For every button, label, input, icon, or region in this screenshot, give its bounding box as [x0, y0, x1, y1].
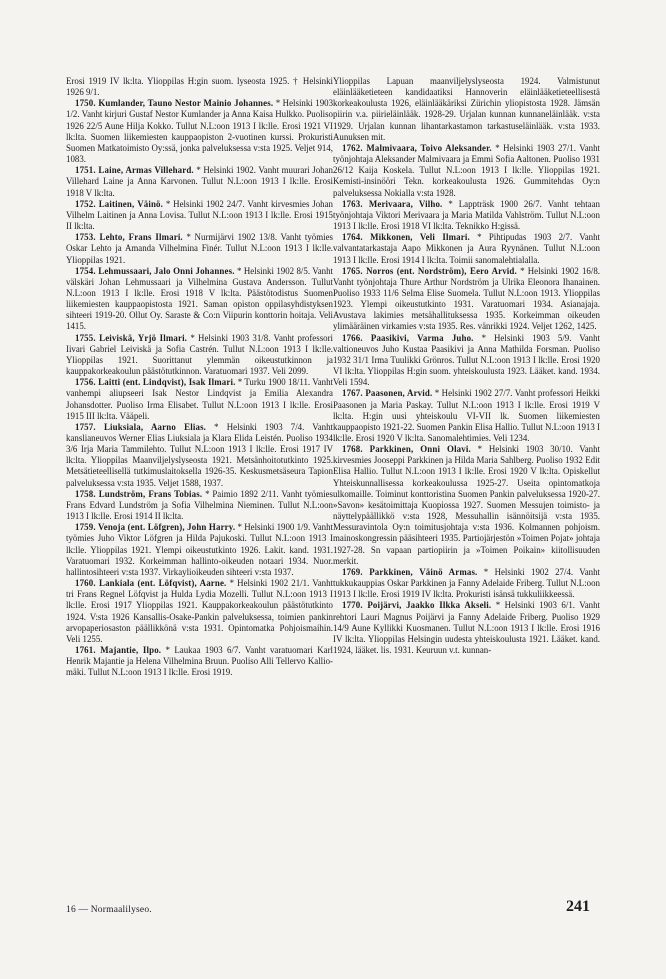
entry-heading: 1752. Laitinen, Väinö.	[75, 198, 164, 209]
entry-heading: 1751. Laine, Armas Villehard.	[75, 165, 194, 176]
biography-entry	[66, 98, 333, 165]
biography-entry	[66, 489, 333, 522]
biography-entry	[66, 76, 333, 98]
biography-entry	[333, 333, 600, 389]
biography-entry	[66, 377, 333, 422]
biography-entry	[66, 333, 333, 378]
entry-text: * Helsinki 1903 5/9. Vanht valtioneuvos Juho Kustaa Paasikivi ja Anna Mathilda Forsman. Puoliso 1932 31/1 Irma Tuulikki Grönros. Tullut N.L:oon 1913 I lk:lle. Erosi 1920 VI lk:lta. Ylioppilas H:gin suom. yhteiskoulusta 1923. Lääket. kand. 1934. Veli 1594.	[333, 332, 600, 388]
entry-heading: 1758. Lundström, Frans Tobias.	[75, 488, 203, 499]
biography-entry	[333, 388, 600, 444]
page-footer-source: 16 — Normaalilyseo.	[66, 905, 152, 915]
entry-text: * Paimio 1892 2/11. Vanht työmies Frans Edvard Lundström ja Sofia Vilhelmina Nieminen. Tullut N.L:oon 1913 I lk:lle. Erosi 1914 II lk:lta.	[66, 488, 333, 522]
entry-heading: 1770. Poijärvi, Jaakko Ilkka Akseli.	[342, 600, 492, 611]
entry-text: * Helsinki 1902 27/7. Vanht professori Heikki Paasonen ja Maria Paskay. Tullut N.L:oon 1913 I lk:lle. Erosi 1919 V lk:lta. H:gin uusi yhteiskoulu VI-VII lk. Suomen liikemiesten kauppaopisto 1921-22. Suomen Pankin Elisa Hallio. Tullut N.L:oon 1913 I lk:lle. Erosi 1920 V lk:lta. Sanomalehtimies. Veli 1234.	[333, 388, 600, 443]
biography-entry	[333, 232, 600, 265]
biography-entry	[333, 143, 600, 199]
entry-heading: 1763. Merivaara, Vilho.	[342, 198, 443, 209]
entry-heading: 1762. Malmivaara, Toivo Aleksander.	[342, 142, 492, 153]
entry-text: * Nurmijärvi 1902 13/8. Vanht työmies Oskar Lehto ja Amanda Vilhelmina Finér. Tullut N.L:oon 1913 I lk:lle. Ylioppilas 1921.	[66, 232, 334, 265]
entry-text: * Helsinki 1902. Vanht muurari Johan Villehard Laine ja Anna Karvonen. Tullut N.L:oon 1913 I lk:lle. Erosi 1918 V lk:lta.	[66, 165, 333, 198]
entry-text: * Helsinki 1903 31/8. Vanht professori Iivari Gabriel Leiviskä ja Sofia Castrén. Tullut N.L:oon 1913 I lk:lle. Ylioppilas 1921. Suorittanut ylemmän oikeustutkinnon ja kauppakorkeakoulun päästötutkinnon. Varatuomari 1937. Veli 2099.	[66, 332, 334, 377]
entry-heading: 1769. Parkkinen, Väinö Armas.	[342, 566, 478, 577]
entry-heading: 1753. Lehto, Frans Ilmari.	[75, 232, 183, 243]
entry-heading: 1765. Norros (ent. Nordström), Eero Arvid.	[342, 265, 517, 276]
biography-entry	[66, 199, 333, 232]
entry-heading: 1756. Laitti (ent. Lindqvist), Isak Ilmari.	[75, 377, 236, 388]
entry-text: * Helsinki 1902 27/4. Vanht tukkukauppias Oskar Parkkinen ja Fanny Adelaide Friberg. Tullut N.L:oon 1913 I lk:lle. Erosi 1919 IV lk:lta. Prokuristi isänsä tukkuliikkeessä.	[333, 566, 600, 600]
biography-entry	[66, 645, 333, 678]
entry-heading: 1761. Majantie, Ilpo.	[75, 644, 162, 655]
biography-entry	[66, 266, 333, 333]
biography-entry	[333, 567, 600, 600]
biography-entry	[333, 600, 600, 656]
entry-heading: 1767. Paasonen, Arvid.	[342, 388, 433, 399]
entry-heading: 1759. Venoja (ent. Löfgren), John Harry.	[75, 522, 236, 533]
biography-entry	[66, 578, 333, 645]
right-column	[333, 76, 600, 656]
entry-heading: 1755. Leiviskä, Yrjö Ilmari.	[75, 332, 188, 343]
biography-entry	[333, 76, 600, 143]
entry-text: * Helsinki 1902 21/1. Vanht tri Frans Regnel Löfqvist ja Hulda Lydia Mozelli. Tullut N.L:oon 1913 I lk:lle. Erosi 1917 Ylioppilas 1921. Kauppakorkeakoulun päästötutkinto 1924. V:sta 1926 Kansallis-Osake-Pankin palveluksessa, toimien pankin arvopaperiosaston päällikkönä v:sta 1931. Opintomatka Pohjoismaihin. Veli 1255.	[66, 578, 333, 644]
entry-text: Ylioppilas Lapuan maanviljelyslyseosta 1924. Valmistunut eläinlääketieteen kandidaatiksi Hannoverin eläinlääketieteellisestä korkeakoulusta 1926, eläinlääkäriksi Zürichin yliopistosta 1928. Jämsän piirin v.a. piirieläinlääk. 1928-29. Urjalan kunnan kunnaneläinlääk. v:sta 1929. Urjalan kunnan lihantarkastamon tarkastuseläinlääk. v:sta 1933. Aunuksen mit.	[333, 76, 600, 142]
entry-heading: 1766. Paasikivi, Varma Juho.	[342, 332, 474, 343]
biography-entry	[66, 165, 333, 198]
entry-text: * Helsinki 1903 27/1. Vanht työnjohtaja Aleksander Malmivaara ja Emmi Sofia Aaltonen. Puoliso 1931 26/12 Kaija Koskela. Tullut N.L:oon 1913 I lk:lle. Ylioppilas 1921. Kemisti-insinööri Tekn. korkeakoulusta 1926. Gummitehdas Oy:n palveluksessa Nokialla v:sta 1928.	[333, 142, 600, 198]
biography-entry	[66, 232, 333, 265]
entry-text: * Helsinki 1902 8/5. Vanht välskäri Johan Lehmussaari ja Vilhelmina Gustava Andersson. Tullut N.L:oon 1913 I lk:lle. Erosi 1918 V lk:lta. Päästötodistus Suomen liikemiesten kauppaopistosta 1921. Saman opiston oppilasyhdistyksen sihteeri 1919-20. Ollut Oy. Saraste & Co:n Viipurin konttorin hoitaja. Veli 1415.	[66, 265, 333, 332]
entry-text: * Helsinki 1903 1/2. Vanht kirjuri Gustaf Nestor Kumlander ja Anna Kaisa Hulkko. Puoliso 1926 22/5 Aune Hilja Kokko. Tullut N.L:oon 1913 I lk:lle. Erosi 1921 VI lk:lta. Suomen liikemiesten kauppaopiston 2-vuotinen kurssi. Prokuristi Suomen Matkatoimisto Oy:ssä, jonka palveluksessa v:sta 1925. Veljet 914, 1083.	[66, 98, 334, 165]
entry-text: * Helsinki 1903 7/4. Vanht kanslianeuvos Werner Elias Liuksiala ja Klara Elida Leistén. Puoliso 1934 3/6 Irja Maria Tammilehto. Tullut N.L:oon 1913 I lk:lle. Erosi 1917 IV lk:lta. Ylioppilas Maanviljelyslyseosta 1921. Metsänhoitotutkinto 1925. Metsätieteellisellä tutkimuslaitoksella 1926-35. Keskusmetsäseura Tapion palveluksessa v:sta 1935. Veljet 1588, 1937.	[66, 421, 333, 488]
entry-text: * Helsinki 1903 6/1. Vanht rehtori Lauri Magnus Poijärvi ja Fanny Adelaide Friberg. Puoliso 1929 14/9 Aune Kyllikki Kuosmanen. Tullut N.L:oon 1913 I lk:lle. Erosi 1916 IV lk:lta. Ylioppilas Helsingin uudesta yhteiskoulusta 1921. Lääket. kand. 1924, lääket. lis. 1931. Keuruun v.t. kunnan-	[333, 600, 600, 655]
entry-text: * Turku 1900 18/11. Vanht vanhempi aliupseeri Isak Nestor Lindqvist ja Emilia Alexandra Johansdotter. Puoliso Irma Elisabet. Tullut N.L:oon 1913 I lk:lle. Erosi 1915 III lk:lta. Vääpeli.	[66, 377, 333, 421]
page-number: 241	[566, 898, 590, 915]
entry-text: * Pihtipudas 1903 2/7. Vanht valvantatarkastaja Aapo Mikkonen ja Aura Ryynänen. Tullut N.L:oon 1913 I lk:lle. Erosi 1914 I lk:lta. Toimii sanomalehtialalla.	[333, 232, 600, 265]
biography-entry	[66, 522, 333, 578]
entry-text: * Helsinki 1902 24/7. Vanht kirvesmies Johan Vilhelm Laitinen ja Anna Lovisa. Tullut N.L:oon 1913 I lk:lle. Erosi 1915 II lk:lta.	[66, 198, 333, 232]
entry-text: * Helsinki 1900 1/9. Vanht työmies Juho Viktor Löfgren ja Hilda Pajukoski. Tullut N.L:oon 1913 I lk:lle. Ylioppilas 1921. Ylempi oikeustutkinto 1926. Lakit. kand. 1931. Varatuomari 1932. Korkeimman hallinto-oikeuden notaari 1934. Nuor. hallintosihteeri v:sta 1937. Virkaylioikeuden sihteeri v:sta 1937.	[66, 522, 333, 577]
left-column	[66, 76, 333, 678]
entry-text: * Helsinki 1903 30/10. Vanht kirvesmies Jooseppi Parkkinen ja Hilda Maria Sahlberg. Puoliso 1932 Edit Elisa Hallio. Tullut N.L:oon 1913 I lk:lle. Erosi 1920 V lk:lta. Opiskellut Yhteiskunnallisessa korkeakoulussa 1925-27. Useita opintomatkoja ulkomaille. Toiminut konttoristina Suomen Pankin palveluksessa 1920-27. »Savon» kesätoimittaja Kuopiossa 1927. Suomen Messujen toimisto- ja näyttelypäällikkö v:sta 1928, Messuhallin isännöitsijä v:sta 1935. Messuravintola Oy:n toimitusjohtaja v:sta 1936. Kolmannen pohjoism. mainoskongressin pääsihteeri 1935. Partiojärjestön »Toimen Pojat» johtaja 1927-28. Sn vapaan partiopiirin ja »Toimen Poikain» kiitollisuuden merkit.	[333, 444, 600, 566]
biography-entry	[333, 266, 600, 333]
entry-text: * Helsinki 1902 16/8. Vanht työnjohtaja Thure Arthur Nordström ja Ulrika Eleonora Ihanainen. Puoliso 1933 11/6 Selma Elise Suomela. Tullut N.L:oon 1913. Ylioppilas 1923. Ylempi oikeustutkinto 1931. Varatuomari 1934. Asianajaja. Avustava lakimies metsähallituksessa 1935. Korkeimman oikeuden ylimääräinen virkamies v:sta 1935. Res. vänrikki 1924. Veljet 1262, 1425.	[333, 265, 600, 332]
entry-text: Erosi 1919 IV lk:lta. Ylioppilas H:gin suom. lyseosta 1925. † Helsinki 1926 9/1.	[66, 76, 333, 98]
entry-heading: 1750. Kumlander, Tauno Nestor Mainio Johannes.	[75, 98, 274, 109]
biography-entry	[333, 444, 600, 567]
biography-entry	[66, 422, 333, 489]
entry-text: * Laukaa 1903 6/7. Vanht varatuomari Karl Henrik Majantie ja Helena Vilhelmina Bruun. Puoliso Alli Tellervo Kallio-mäki. Tullut N.L:oon 1913 I lk:lle. Erosi 1919.	[66, 644, 333, 678]
entry-heading: 1760. Lankiala (ent. Löfqvist), Aarne.	[75, 578, 227, 589]
biography-entry	[333, 199, 600, 232]
entry-heading: 1768. Parkkinen, Onni Olavi.	[342, 444, 471, 455]
entry-heading: 1757. Liuksiala, Aarno Elias.	[75, 421, 207, 432]
entry-heading: 1754. Lehmussaari, Jalo Onni Johannes.	[75, 265, 235, 276]
entry-heading: 1764. Mikkonen, Veli Ilmari.	[342, 232, 470, 243]
entry-text: * Lappträsk 1900 26/7. Vanht tehtaan työnjohtaja Viktori Merivaara ja Maria Matilda Vahlström. Tullut N.L:oon 1913 I lk:lle. Erosi 1918 VI lk:lta. Teknikko H:gissä.	[333, 198, 600, 232]
